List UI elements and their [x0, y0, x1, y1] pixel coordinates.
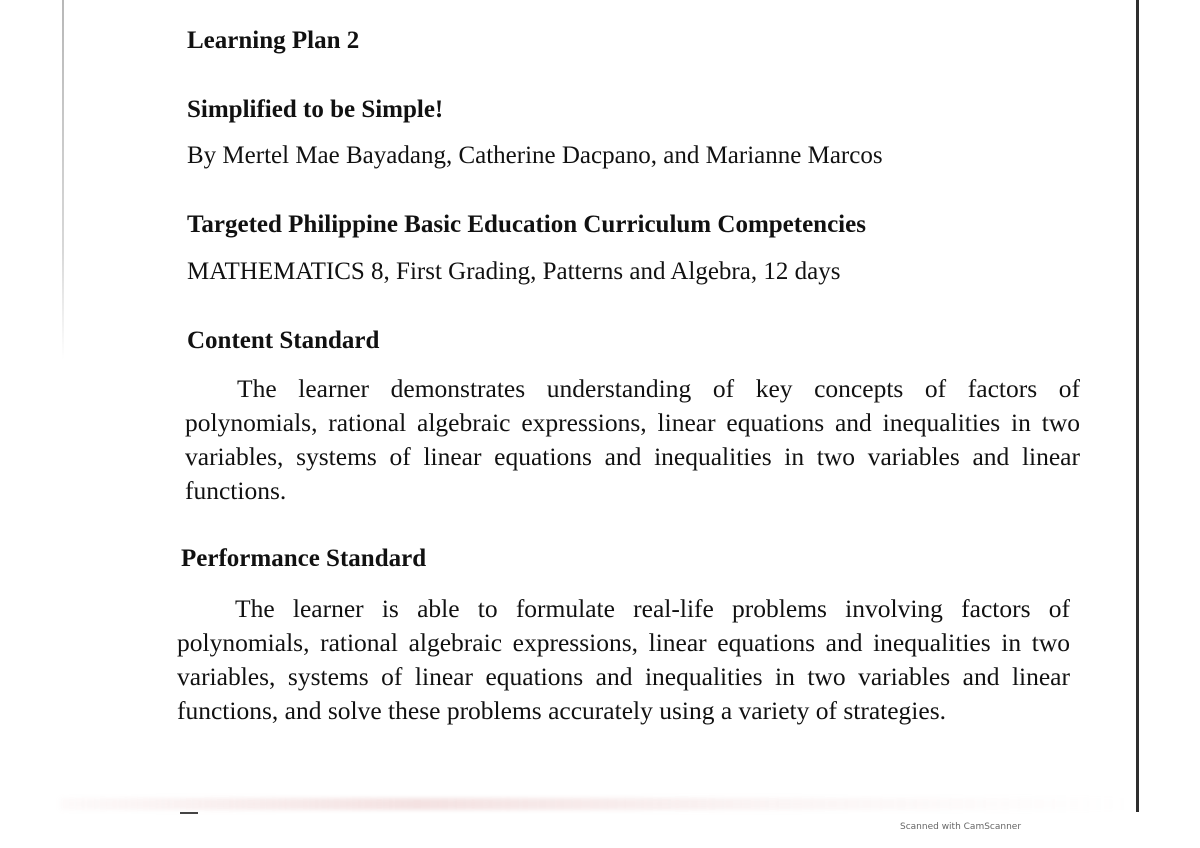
- performance-standard-text: The learner is able to formulate real-life problems involving factors of polynomials, rational algebraic expressions, linear equations and inequalities in two variables, systems of linear equations and inequalities in two variables and linear functions, and solve these problems accurately using a variety of strategies.: [177, 594, 1070, 725]
- bottom-dash: [180, 812, 198, 814]
- plan-title: Learning Plan 2: [187, 27, 360, 54]
- performance-standard-paragraph: [177, 592, 1070, 728]
- lesson-title: Simplified to be Simple!: [187, 96, 444, 123]
- page-right-edge: [1136, 0, 1139, 812]
- competencies-heading: Targeted Philippine Basic Education Curriculum Competencies: [187, 211, 866, 238]
- content-standard-paragraph: [185, 372, 1080, 508]
- content-standard-heading: Content Standard: [187, 327, 380, 354]
- performance-standard-heading: Performance Standard: [181, 545, 427, 572]
- scanner-watermark: Scanned with CamScanner: [900, 822, 1022, 832]
- content-standard-text: The learner demonstrates understanding of key concepts of factors of polynomials, rational algebraic expressions, linear equations and inequalities in two variables, systems of linear equations and inequalities in two variables and linear functions.: [185, 374, 1080, 505]
- authors-line: By Mertel Mae Bayadang, Catherine Dacpano, and Marianne Marcos: [187, 142, 883, 169]
- scan-artifact: [60, 798, 1130, 810]
- page-left-edge: [62, 0, 64, 360]
- competencies-text: MATHEMATICS 8, First Grading, Patterns and Algebra, 12 days: [187, 258, 841, 285]
